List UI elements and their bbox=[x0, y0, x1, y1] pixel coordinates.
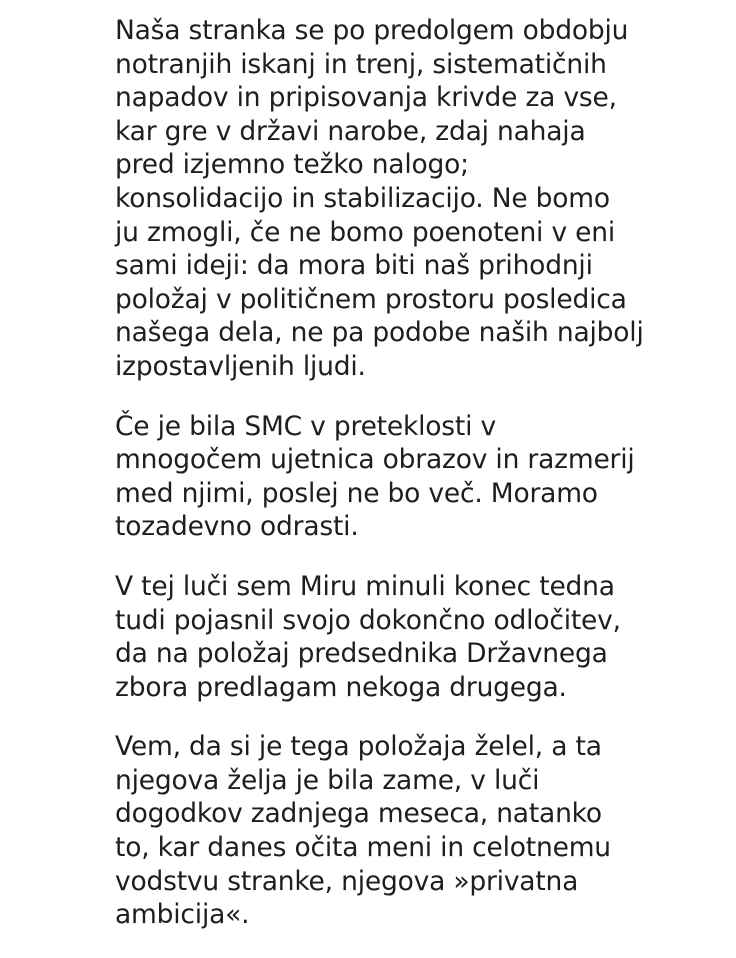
text-line: med njimi, poslej ne bo več. Moramo bbox=[115, 477, 598, 509]
text-line: dogodkov zadnjega meseca, natanko bbox=[115, 798, 602, 830]
text-line: ambicija«. bbox=[115, 899, 250, 931]
text-line: ju zmogli, če ne bomo poenoteni v eni bbox=[115, 216, 616, 248]
text-line: njegova želja je bila zame, v luči bbox=[115, 764, 540, 796]
paragraph-4 bbox=[115, 730, 715, 932]
text-line: konsolidacijo in stabilizacijo. Ne bomo bbox=[115, 182, 610, 214]
text-line: Naša stranka se po predolgem obdobju bbox=[115, 15, 629, 46]
text-line: položaj v političnem prostoru posledica bbox=[115, 283, 627, 315]
text-line: notranjih iskanj in trenj, sistematičnih bbox=[115, 48, 607, 80]
text-line: da na položaj predsednika Državnega bbox=[115, 638, 608, 670]
text-line: našega dela, ne pa podobe naših najbolj bbox=[115, 317, 644, 349]
paragraph-1 bbox=[115, 14, 715, 384]
text-line: V tej luči sem Miru minuli konec tedna bbox=[115, 570, 615, 602]
text-line: mnogočem ujetnica obrazov in razmerij bbox=[115, 444, 635, 476]
text-line: tudi pojasnil svojo dokončno odločitev, bbox=[115, 604, 621, 636]
text-line: Vem, da si je tega položaja želel, a ta bbox=[115, 731, 602, 763]
text-line: tozadevno odrasti. bbox=[115, 511, 359, 543]
text-line: izpostavljenih ljudi. bbox=[115, 350, 366, 382]
text-line: to, kar danes očita meni in celotnemu bbox=[115, 832, 611, 864]
paragraph-3 bbox=[115, 570, 715, 704]
paragraph-2 bbox=[115, 410, 715, 544]
text-line: napadov in pripisovanja krivde za vse, bbox=[115, 82, 617, 114]
text-line: vodstvu stranke, njegova »privatna bbox=[115, 865, 579, 897]
text-line: kar gre v državi narobe, zdaj nahaja bbox=[115, 115, 586, 147]
text-line: pred izjemno težko nalogo; bbox=[115, 149, 469, 181]
text-line: zbora predlagam nekoga drugega. bbox=[115, 671, 567, 703]
text-line: Če je bila SMC v preteklosti v bbox=[115, 410, 496, 442]
text-line: sami ideji: da mora biti naš prihodnji bbox=[115, 250, 593, 282]
article-body bbox=[115, 14, 715, 958]
